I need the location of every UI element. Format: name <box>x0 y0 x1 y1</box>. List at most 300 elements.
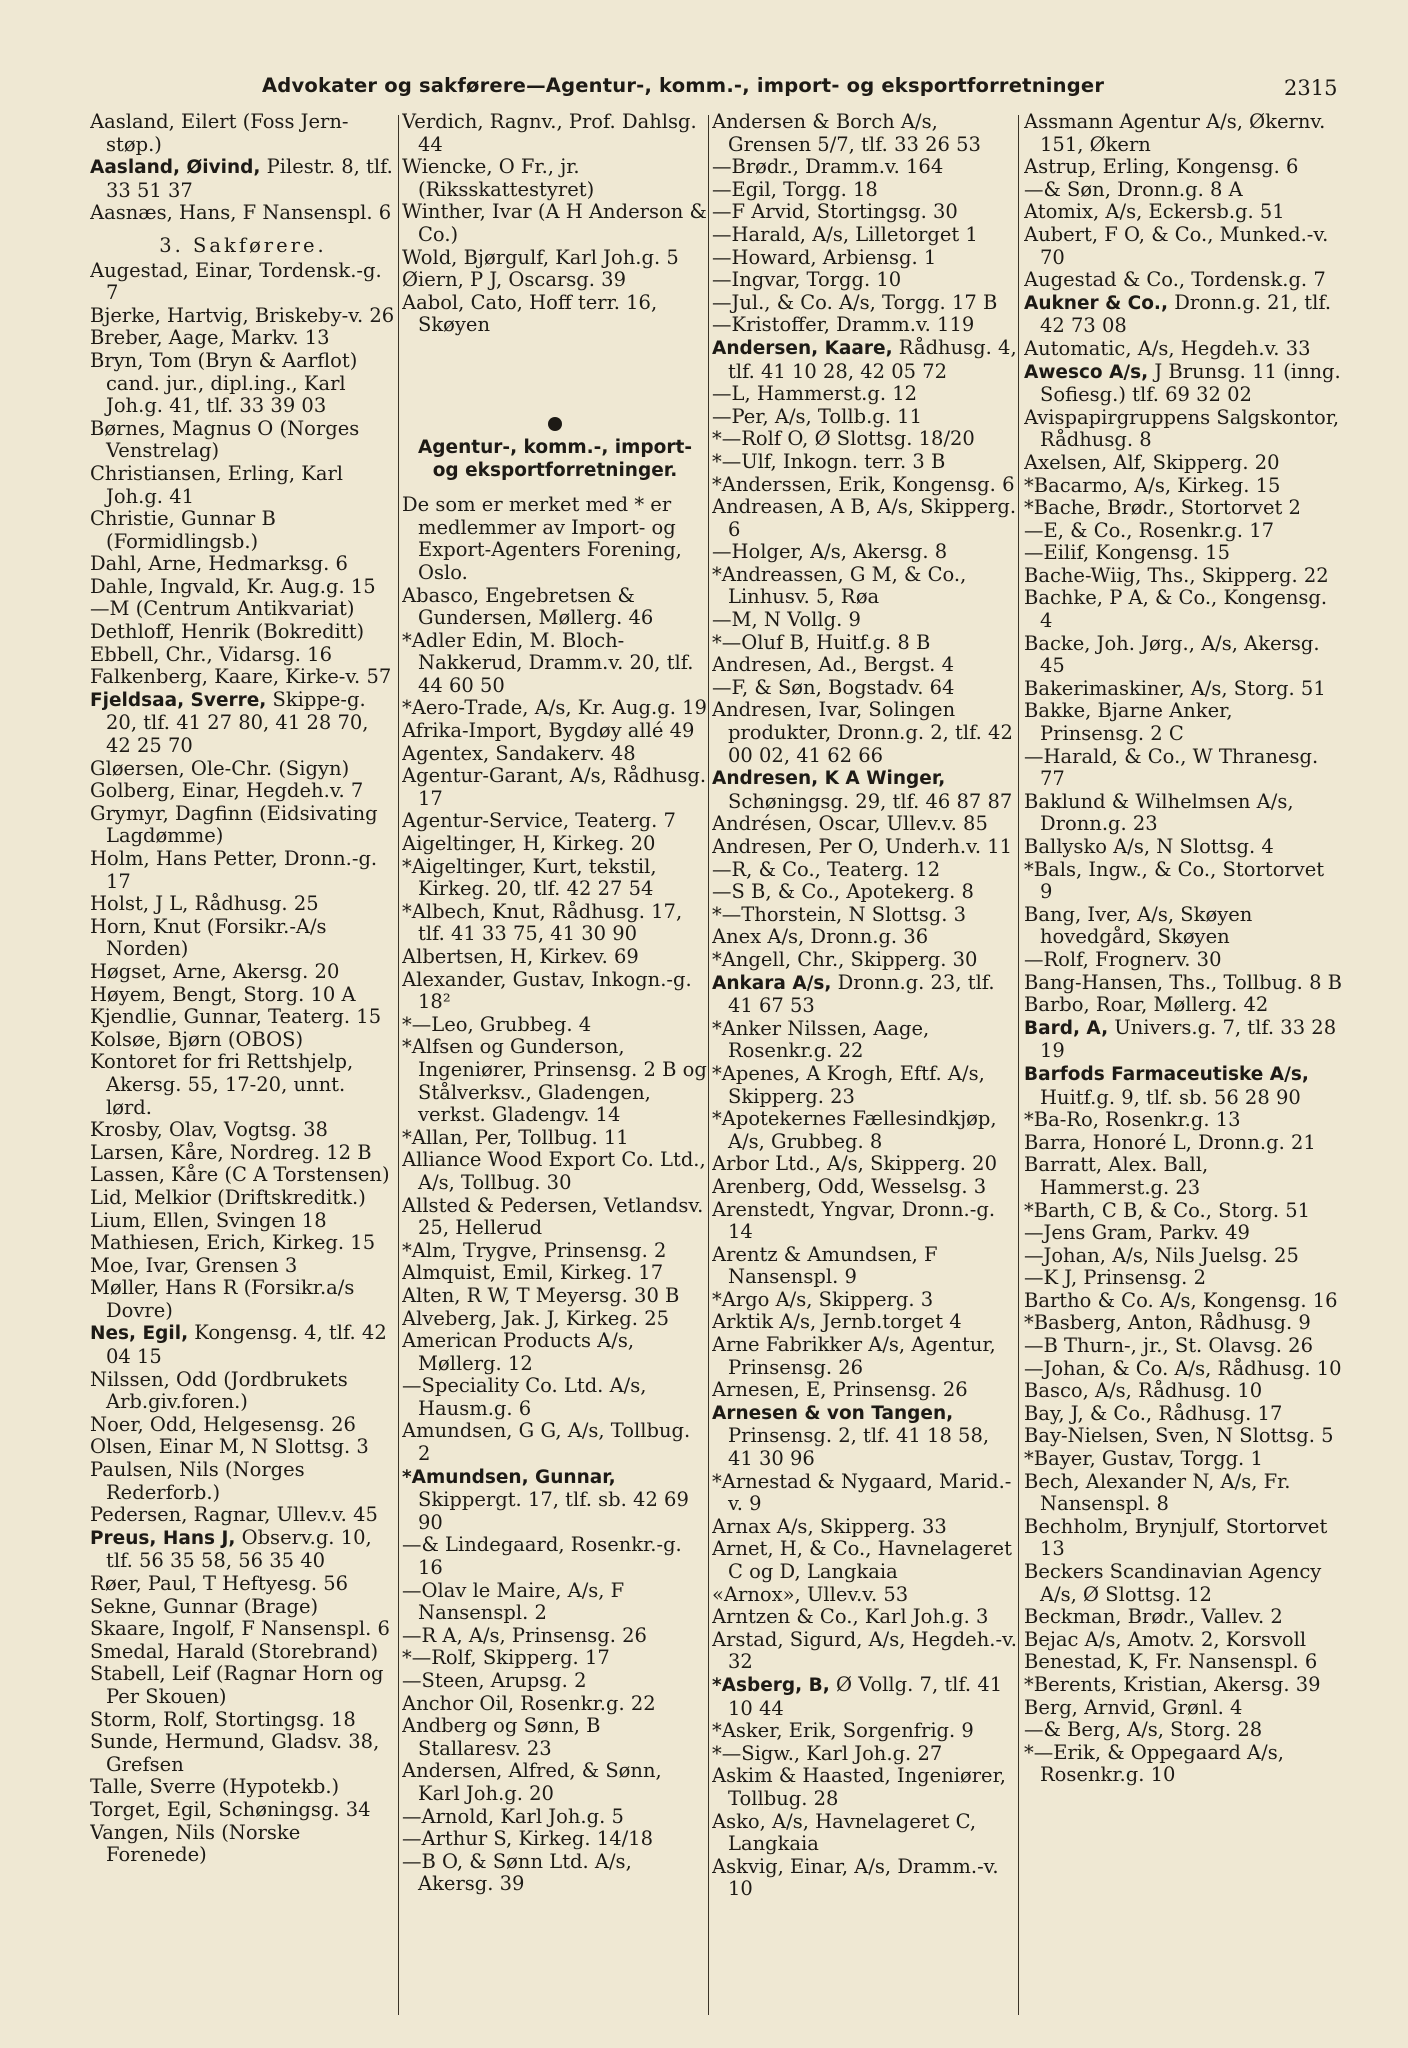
directory-entry <box>90 644 396 667</box>
entry-text: —Rolf, Frognerv. 30 <box>1024 947 1222 971</box>
directory-entry <box>90 1641 396 1664</box>
entry-text: —B O, & Sønn Ltd. A/s, Akersg. 39 <box>402 1849 632 1896</box>
directory-entry <box>712 699 1020 767</box>
directory-entry <box>402 901 708 946</box>
directory-entry <box>402 969 708 1014</box>
directory-entry <box>90 576 396 599</box>
entry-text: Arenberg, Odd, Wesselsg. 3 <box>712 1174 987 1198</box>
directory-entry <box>90 1255 396 1278</box>
entry-text: Ø Vollg. 7, tlf. 41 10 44 <box>728 1672 1003 1720</box>
directory-entry <box>1024 1742 1342 1787</box>
entry-name-bold: Aasland, Øivind, <box>90 157 261 179</box>
entry-text: Bakke, Bjarne Anker, Prinsensg. 2 C <box>1024 699 1233 746</box>
entry-text: «Arnox», Ullev.v. 53 <box>712 1582 909 1606</box>
directory-entry <box>90 553 396 576</box>
directory-entry <box>402 1149 708 1194</box>
directory-entry <box>402 111 708 156</box>
directory-entry <box>712 1311 1020 1334</box>
directory-entry <box>402 1308 708 1331</box>
entry-text: Assmann Agentur A/s, Økernv. 151, Økern <box>1024 111 1326 156</box>
directory-entry <box>90 305 396 328</box>
entry-text: —Arthur S, Kirkeg. 14/18 <box>402 1827 653 1851</box>
entry-text: —& Lindegaard, Rosenkr.-g. 16 <box>402 1533 682 1580</box>
entry-text: Breber, Aage, Markv. 13 <box>90 326 330 350</box>
entry-text: —Arnold, Karl Joh.g. 5 <box>402 1804 624 1828</box>
entry-text: Dahle, Ingvald, Kr. Aug.g. 15 <box>90 574 376 598</box>
directory-entry <box>712 972 1020 1018</box>
column-1 <box>90 111 396 2016</box>
directory-entry <box>90 1618 396 1641</box>
directory-entry <box>90 621 396 644</box>
entry-text: —Olav le Maire, A/s, F Nansenspl. 2 <box>402 1578 625 1625</box>
entry-text: Benestad, K, Fr. Nansenspl. 6 <box>1024 1650 1318 1674</box>
entry-text: Augestad & Co., Tordensk.g. 7 <box>1024 268 1326 292</box>
entry-text: —Jens Gram, Parkv. 49 <box>1024 1221 1250 1245</box>
entry-text: *Bache, Brødr., Stortorvet 2 <box>1024 496 1301 520</box>
entry-text: Kjendlie, Gunnar, Teaterg. 15 <box>90 1005 382 1029</box>
entry-text: Holm, Hans Petter, Dronn.-g. 17 <box>90 847 378 893</box>
directory-entry <box>1024 1606 1342 1629</box>
entry-text: Winther, Ivar (A H Anderson & Co.) <box>402 200 707 246</box>
directory-entry <box>1024 1358 1342 1381</box>
entry-text: Olsen, Einar M, N Slottsg. 3 <box>90 1435 369 1459</box>
directory-entry <box>712 632 1020 655</box>
category-heading: Agentur-, komm.-, import- og eksportforretninger. <box>417 436 693 481</box>
directory-entry <box>1024 292 1342 338</box>
entry-text: Høyem, Bengt, Storg. 10 A <box>90 982 356 1006</box>
entry-text: Lid, Melkior (Driftskreditk.) <box>90 1185 366 1209</box>
directory-entry <box>402 1534 708 1579</box>
entry-text: —Per, A/s, Tollb.g. 11 <box>712 404 922 428</box>
entry-text: Moe, Ivar, Grensen 3 <box>90 1253 298 1277</box>
entry-list <box>90 111 396 225</box>
directory-entry <box>1024 949 1342 972</box>
directory-entry <box>402 269 708 292</box>
directory-entry <box>712 767 1020 813</box>
entry-name-bold: Aukner & Co., <box>1024 292 1168 314</box>
entry-text: —E, & Co., Rosenkr.g. 17 <box>1024 518 1275 542</box>
entry-text: Arne Fabrikker A/s, Agentur, Prinsensg. 26 <box>712 1333 996 1379</box>
directory-entry <box>712 406 1020 429</box>
entry-text: Bryn, Tom (Bryn & Aarflot) cand. jur., dipl.ing., Karl Joh.g. 41, tlf. 33 39 03 <box>90 348 358 418</box>
directory-entry <box>402 1330 708 1375</box>
entry-text: Atomix, A/s, Eckersb.g. 51 <box>1024 200 1285 224</box>
directory-entry <box>1024 111 1342 156</box>
entry-text: Askvig, Einar, A/s, Dramm.-v. 10 <box>712 1854 999 1901</box>
directory-entry <box>402 1760 708 1805</box>
entry-name-bold: Bard, A, <box>1024 1017 1109 1039</box>
directory-entry <box>1024 1245 1342 1268</box>
entry-name-bold: Ankara A/s, <box>712 972 832 994</box>
directory-entry <box>402 946 708 969</box>
directory-entry <box>712 859 1020 882</box>
entry-text: —Egil, Torgg. 18 <box>712 177 878 201</box>
directory-entry <box>90 463 396 508</box>
entry-text: —F Arvid, Stortingsg. 30 <box>712 200 958 224</box>
directory-entry <box>712 926 1020 949</box>
entry-text: *—Ulf, Inkogn. terr. 3 B <box>712 449 946 473</box>
entry-text: American Products A/s, Møllerg. 12 <box>402 1329 635 1375</box>
entry-text: Golberg, Einar, Hegdeh.v. 7 <box>90 779 364 803</box>
directory-entry <box>402 720 708 743</box>
directory-entry <box>90 350 396 418</box>
entry-text: Paulsen, Nils (Norges Rederforb.) <box>90 1458 305 1504</box>
entry-text: Sekne, Gunnar (Brage) <box>90 1594 319 1618</box>
directory-entry <box>90 1799 396 1822</box>
directory-entry <box>402 1715 708 1760</box>
entry-text: Dronn.g. 23, tlf. 41 67 53 <box>728 970 995 1018</box>
directory-entry <box>402 1127 708 1150</box>
directory-entry <box>712 111 1020 156</box>
directory-entry <box>402 1466 708 1535</box>
entry-text: Bjerke, Hartvig, Briskeby-v. 26 <box>90 303 395 327</box>
entry-text: *Apotekernes Fællesindkjøp, A/s, Grubbeg. 8 <box>712 1107 997 1153</box>
directory-entry <box>712 881 1020 904</box>
directory-entry <box>402 292 708 337</box>
entry-text: *Alm, Trygve, Prinsensg. 2 <box>402 1238 667 1262</box>
directory-entry <box>1024 520 1342 543</box>
directory-entry <box>1024 565 1342 588</box>
entry-text: —Steen, Arupsg. 2 <box>402 1669 587 1692</box>
entry-text: Aasnæs, Hans, F Nansenspl. 6 <box>90 201 392 225</box>
entry-text: Anex A/s, Dronn.g. 36 <box>712 925 929 949</box>
directory-entry <box>90 1776 396 1799</box>
entry-text: Møller, Hans R (Forsikr.a/s Dovre) <box>90 1276 355 1322</box>
directory-entry <box>402 765 708 810</box>
directory-entry <box>90 1436 396 1459</box>
entry-text: *—Erik, & Oppegaard A/s, Rosenkr.g. 10 <box>1024 1740 1284 1787</box>
directory-entry <box>1024 700 1342 745</box>
directory-entry <box>402 1625 708 1648</box>
directory-entry <box>90 916 396 961</box>
directory-entry <box>712 1018 1020 1063</box>
directory-entry <box>402 156 708 201</box>
directory-entry <box>90 848 396 893</box>
entry-list <box>402 111 708 337</box>
directory-entry <box>402 1195 708 1240</box>
entry-name-bold: Nes, Egil, <box>90 1323 189 1345</box>
directory-entry <box>1024 1380 1342 1403</box>
directory-entry <box>90 961 396 984</box>
page-number: 2315 <box>1284 76 1338 100</box>
entry-text: Lium, Ellen, Svingen 18 <box>90 1208 327 1232</box>
directory-entry <box>90 1414 396 1437</box>
entry-text: J Brunsg. 11 (inng. Sofiesg.) tlf. 69 32 02 <box>1040 359 1341 407</box>
directory-entry <box>90 1164 396 1187</box>
directory-entry <box>1024 1448 1342 1471</box>
column-divider <box>708 115 709 2015</box>
directory-entry <box>402 1375 708 1420</box>
entry-text: Grymyr, Dagfinn (Eidsivating Lagdømme) <box>90 801 378 848</box>
entry-name-bold: *Amundsen, Gunnar, <box>402 1466 616 1488</box>
entry-text: Bartho & Co. A/s, Kongensg. 16 <box>1024 1288 1338 1312</box>
entry-text: Bache-Wiig, Ths., Skipperg. 22 <box>1024 563 1329 587</box>
entry-text: Barratt, Alex. Ball, Hammerst.g. 23 <box>1024 1153 1209 1199</box>
directory-entry <box>90 1029 396 1052</box>
directory-entry <box>1024 361 1342 407</box>
directory-entry <box>712 836 1020 859</box>
entry-text: Bejac A/s, Amotv. 2, Korsvoll <box>1024 1627 1307 1651</box>
directory-entry <box>712 1538 1020 1583</box>
directory-entry <box>712 1176 1020 1199</box>
directory-entry <box>712 813 1020 836</box>
entry-text: Lassen, Kåre (C A Torstensen) <box>90 1163 390 1187</box>
directory-entry <box>90 156 396 202</box>
entry-text: Christiansen, Erling, Karl Joh.g. 41 <box>90 461 344 508</box>
entry-text: Dronn.g. 21, tlf. 42 73 08 <box>1040 290 1332 338</box>
directory-entry <box>1024 1222 1342 1245</box>
directory-entry <box>90 780 396 803</box>
directory-entry <box>90 508 396 553</box>
entry-text: Wiencke, O Fr., jr. (Riksskattestyret) <box>402 155 595 201</box>
entry-text: Andreasen, A B, A/s, Skipperg. 6 <box>712 495 1017 541</box>
directory-entry <box>1024 452 1342 475</box>
entry-text: Aubert, F O, & Co., Munked.-v. 70 <box>1024 222 1329 269</box>
entry-text: Bang-Hansen, Ths., Tollbug. 8 B <box>1024 970 1342 994</box>
entry-text: *Argo A/s, Skipperg. 3 <box>712 1287 934 1311</box>
entry-text: Aabol, Cato, Hoff terr. 16, Skøyen <box>402 290 658 337</box>
entry-text: Øiern, P J, Oscarsg. 39 <box>402 268 626 292</box>
entry-text: Stabell, Leif (Ragnar Horn og Per Skouen) <box>90 1662 384 1708</box>
directory-entry <box>90 1369 396 1414</box>
entry-name-bold: Preus, Hans J, <box>90 1527 236 1549</box>
entry-text: Albertsen, H, Kirkev. 69 <box>402 945 639 968</box>
entry-text: Noer, Odd, Helgesensg. 26 <box>90 1412 356 1436</box>
directory-entry <box>712 337 1020 383</box>
entry-text: Anchor Oil, Rosenkr.g. 22 <box>402 1691 656 1715</box>
directory-entry <box>712 383 1020 406</box>
directory-entry <box>90 1119 396 1142</box>
entry-text: Avispapirgruppens Salgskontor, Rådhusg. 8 <box>1024 405 1340 452</box>
entry-text: Andersen, Alfred, & Sønn, Karl Joh.g. 20 <box>402 1759 662 1805</box>
entry-text: Bang, Iver, A/s, Skøyen hovedgård, Skøyen <box>1024 902 1253 949</box>
directory-entry <box>90 1573 396 1596</box>
entry-text: Barra, Honoré L, Dronn.g. 21 <box>1024 1130 1316 1154</box>
entry-text: Almquist, Emil, Kirkeg. 17 <box>402 1261 664 1285</box>
entry-text: Alveberg, Jak. J, Kirkeg. 25 <box>402 1306 670 1330</box>
directory-entry <box>1024 407 1342 452</box>
directory-entry <box>712 564 1020 609</box>
entry-text: Mathiesen, Erich, Kirkeg. 15 <box>90 1231 376 1255</box>
directory-entry <box>90 1459 396 1504</box>
entry-text: —S B, & Co., Apotekerg. 8 <box>712 880 974 904</box>
entry-text: Arstad, Sigurd, A/s, Hegdeh.-v. 32 <box>712 1627 1017 1674</box>
entry-text: *—Thorstein, N Slottsg. 3 <box>712 902 967 926</box>
directory-entry <box>1024 678 1342 701</box>
entry-text: Univers.g. 7, tlf. 33 28 19 <box>1040 1015 1337 1063</box>
directory-entry <box>90 1210 396 1233</box>
entry-text: *Basberg, Anton, Rådhusg. 9 <box>1024 1311 1311 1335</box>
entry-text: Bechholm, Brynjulf, Stortorvet 13 <box>1024 1514 1328 1561</box>
directory-entry <box>712 314 1020 337</box>
directory-entry <box>402 1420 708 1465</box>
directory-entry <box>402 1240 708 1263</box>
entry-text: *Adler Edin, M. Bloch-Nakkerud, Dramm.v. 20, tlf. 44 60 50 <box>402 628 694 697</box>
entry-list <box>90 260 396 1867</box>
entry-text: *Albech, Knut, Rådhusg. 17, tlf. 41 33 75, 41 30 90 <box>402 899 683 946</box>
directory-entry <box>712 179 1020 202</box>
column-divider <box>398 115 399 2015</box>
entry-text: —Johan, & Co. A/s, Rådhusg. 10 <box>1024 1356 1342 1380</box>
directory-entry <box>1024 1132 1342 1155</box>
directory-entry <box>712 1379 1020 1402</box>
directory-entry <box>712 1584 1020 1607</box>
directory-entry <box>712 247 1020 270</box>
directory-entry <box>90 1232 396 1255</box>
directory-entry <box>90 1006 396 1029</box>
directory-entry <box>1024 1629 1342 1652</box>
directory-entry <box>402 247 708 270</box>
directory-entry <box>712 1811 1020 1856</box>
entry-text: *—Rolf O, Ø Slottsg. 18/20 <box>712 427 975 451</box>
entry-text: —Harald, A/s, Lilletorget 1 <box>712 222 978 246</box>
entry-text: Andberg og Sønn, B Stallaresv. 23 <box>402 1714 601 1760</box>
directory-entry <box>90 1277 396 1322</box>
entry-text: Observ.g. 10, tlf. 56 35 58, 56 35 40 <box>106 1525 372 1573</box>
directory-entry <box>1024 746 1342 791</box>
entry-text: Wold, Bjørgulf, Karl Joh.g. 5 <box>402 245 679 269</box>
directory-entry <box>712 1516 1020 1539</box>
entry-text: Larsen, Kåre, Nordreg. 12 B <box>90 1140 372 1164</box>
directory-entry <box>1024 587 1342 632</box>
directory-entry <box>90 1527 396 1573</box>
entry-text: Torget, Egil, Schøningsg. 34 <box>90 1797 371 1821</box>
entry-text: Andresen, Ivar, Solingen produkter, Dronn.g. 2, tlf. 42 00 02, 41 62 66 <box>712 698 1013 767</box>
entry-text: Alten, R W, T Meyersg. 30 B <box>402 1283 680 1307</box>
entry-text: Pilestr. 8, tlf. 33 51 37 <box>106 155 393 202</box>
entry-text: Arbor Ltd., A/s, Skipperg. 20 <box>712 1152 997 1176</box>
entry-text: —F, & Søn, Bogstadv. 64 <box>712 675 955 699</box>
directory-entry <box>1024 972 1342 995</box>
directory-entry <box>90 1709 396 1732</box>
directory-entry <box>712 451 1020 474</box>
directory-entry <box>90 1142 396 1165</box>
directory-entry <box>712 904 1020 927</box>
directory-entry <box>402 1036 708 1126</box>
entry-text: —Holger, A/s, Akersg. 8 <box>712 540 948 564</box>
running-title: Advokater og sakførere—Agentur-, komm.-, import- og eksportforretninger <box>262 74 1105 97</box>
directory-entry <box>90 1822 396 1867</box>
directory-entry <box>402 833 708 856</box>
entry-text: Amundsen, G G, A/s, Tollbug. 2 <box>402 1419 691 1466</box>
directory-entry <box>402 630 708 698</box>
entry-text: *Angell, Chr., Skipperg. 30 <box>712 947 978 971</box>
directory-entry <box>90 260 396 305</box>
entry-text: Røer, Paul, T Heftyesg. 56 <box>90 1572 349 1595</box>
directory-entry <box>1024 1403 1342 1426</box>
entry-text: Rådhusg. 4, tlf. 41 10 28, 42 05 72 <box>728 335 1017 383</box>
entry-text: Nilssen, Odd (Jordbrukets Arb.giv.foren.) <box>90 1367 348 1414</box>
directory-entry <box>1024 633 1342 678</box>
directory-entry <box>712 1402 1020 1471</box>
entry-text: —Johan, A/s, Nils Juelsg. 25 <box>1024 1243 1299 1267</box>
directory-entry <box>90 758 396 781</box>
directory-entry <box>712 1856 1020 1901</box>
entry-text: Krosby, Olav, Vogtsg. 38 <box>90 1118 328 1142</box>
directory-entry <box>402 1806 708 1829</box>
entry-text: Kolsøe, Bjørn (OBOS) <box>90 1027 304 1051</box>
entry-text: Gløersen, Ole-Chr. (Sigyn) <box>90 756 350 780</box>
directory-entry <box>1024 1561 1342 1606</box>
directory-entry <box>1024 542 1342 565</box>
entry-text: Horn, Knut (Forsikr.-A/s Norden) <box>90 914 327 961</box>
entry-text: *Alfsen og Gunderson, Ingeniører, Prinsensg. 2 B og Stålverksv., Gladengen, verkst. Gladengv. 14 <box>402 1035 707 1127</box>
directory-entry <box>1024 1063 1342 1109</box>
entry-text: *—Leo, Grubbeg. 4 <box>402 1012 592 1036</box>
directory-entry <box>712 156 1020 179</box>
directory-entry <box>1024 1471 1342 1516</box>
directory-entry <box>712 428 1020 451</box>
directory-entry <box>1024 1651 1342 1674</box>
directory-entry <box>1024 1017 1342 1063</box>
entry-text: Axelsen, Alf, Skipperg. 20 <box>1024 450 1280 474</box>
directory-entry <box>1024 475 1342 498</box>
entry-text: Ballysko A/s, N Slottsg. 4 <box>1024 835 1274 858</box>
directory-entry <box>712 1199 1020 1244</box>
directory-entry <box>712 269 1020 292</box>
directory-entry <box>1024 1335 1342 1358</box>
directory-entry <box>402 585 708 630</box>
entry-text: Bachke, P A, & Co., Kongensg. 4 <box>1024 586 1328 633</box>
entry-text: *Bacarmo, A/s, Kirkeg. 15 <box>1024 473 1281 497</box>
entry-text: —M, N Vollg. 9 <box>712 608 861 632</box>
entry-name-bold: Awesco A/s, <box>1024 361 1149 383</box>
directory-entry <box>712 201 1020 224</box>
entry-text: Skaare, Ingolf, F Nansenspl. 6 <box>90 1617 390 1641</box>
directory-entry <box>402 1693 708 1716</box>
entry-text: —R, & Co., Teaterg. 12 <box>712 857 941 881</box>
directory-entry <box>712 1244 1020 1289</box>
entry-text: Bech, Alexander N, A/s, Fr. Nansenspl. 8 <box>1024 1469 1291 1516</box>
directory-entry <box>712 224 1020 247</box>
entry-text: Beckers Scandinavian Agency A/s, Ø Slottsg. 12 <box>1024 1560 1322 1606</box>
entry-text: Arntzen & Co., Karl Joh.g. 3 <box>712 1605 989 1629</box>
entry-name-bold: Andresen, K A Winger, <box>712 768 946 790</box>
directory-entry <box>90 202 396 225</box>
entry-text: —B Thurn-, jr., St. Olavsg. 26 <box>1024 1334 1313 1358</box>
entry-text: *Anker Nilssen, Aage, Rosenkr.g. 22 <box>712 1016 930 1063</box>
entry-name-bold: *Asberg, B, <box>712 1674 830 1696</box>
entry-text: —Ingvar, Torgg. 10 <box>712 268 902 292</box>
directory-entry <box>90 598 396 621</box>
section-heading: 3. Sakførere. <box>159 233 327 257</box>
entry-text: Bay, J, & Co., Rådhusg. 17 <box>1024 1401 1283 1425</box>
entry-text: *Aigeltinger, Kurt, tekstil, Kirkeg. 20, tlf. 42 27 54 <box>402 854 657 901</box>
directory-entry <box>1024 836 1342 859</box>
entry-text: *Ba-Ro, Rosenkr.g. 13 <box>1024 1108 1241 1132</box>
entry-text: Astrup, Erling, Kongensg. 6 <box>1024 155 1299 179</box>
entry-list <box>402 585 708 1896</box>
directory-entry <box>402 1647 708 1670</box>
entry-text: *Aero-Trade, A/s, Kr. Aug.g. 19 <box>402 696 707 720</box>
directory-entry <box>402 1580 708 1625</box>
entry-text: *—Oluf B, Huitf.g. 8 B <box>712 630 931 654</box>
directory-entry <box>90 1731 396 1776</box>
directory-entry <box>1024 1719 1342 1742</box>
directory-entry <box>1024 859 1342 904</box>
directory-entry <box>712 677 1020 700</box>
directory-entry <box>1024 1154 1342 1199</box>
entry-text: Andersen & Borch A/s, Grensen 5/7, tlf. 33 26 53 <box>712 111 981 156</box>
entry-text: *Andreassen, G M, & Co., Linhusv. 5, Røa <box>712 562 967 609</box>
directory-entry <box>1024 1290 1342 1313</box>
directory-entry <box>1024 1697 1342 1720</box>
entry-text: Backe, Joh. Jørg., A/s, Akersg. 45 <box>1024 631 1320 678</box>
entry-text: Barbo, Roar, Møllerg. 42 <box>1024 993 1269 1017</box>
directory-entry <box>402 697 708 720</box>
directory-entry <box>90 689 396 758</box>
directory-entry <box>90 1187 396 1210</box>
